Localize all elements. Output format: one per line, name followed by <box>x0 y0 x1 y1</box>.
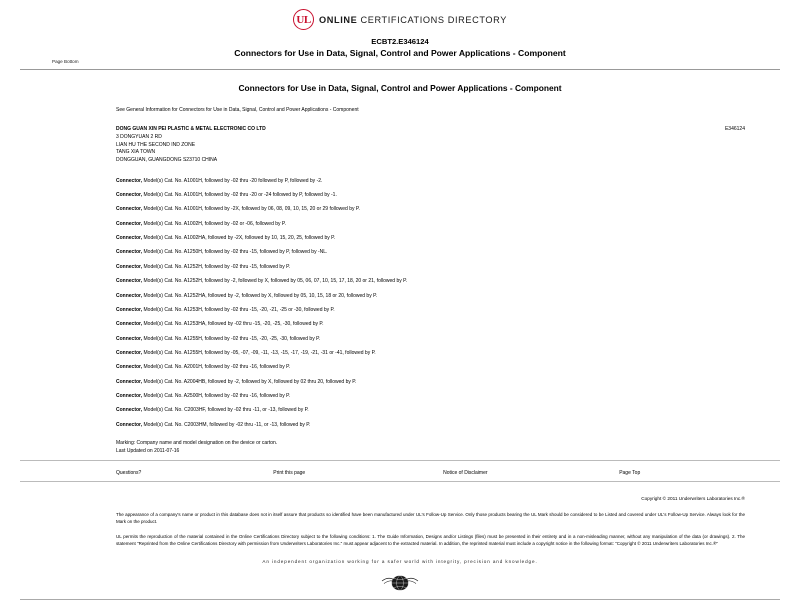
nav-page-top-link[interactable]: Page Top <box>619 470 641 477</box>
listing-text: Model(s) Cat. No. A1002H, followed by -02 or -06, followed by P. <box>142 220 286 227</box>
list-item <box>116 336 745 343</box>
listing-text: Model(s) Cat. No. A2004HB, followed by -2, followed by X, followed by 02 thru 20, followed by P. <box>142 378 357 385</box>
list-item <box>116 249 745 256</box>
listing-text: Model(s) Cat. No. C2003HF, followed by -02 thru -11, or -13, followed by P. <box>142 407 309 414</box>
listing-text: Model(s) Cat. No. A1252HA, followed by -2, followed by X, followed by 05, 10, 15, 18 or 20, followed by P. <box>142 292 378 299</box>
listing-label: Connector, <box>116 249 143 256</box>
listing-text: Model(s) Cat. No. A1002HA, followed by -2X, followed by 10, 15, 20, 25, followed by P. <box>142 235 336 242</box>
page-title: Connectors for Use in Data, Signal, Control and Power Applications - Component <box>234 48 566 58</box>
nav-notice-of-disclaimer-link[interactable]: Notice of Disclaimer <box>443 470 488 477</box>
listing-text: Model(s) Cat. No. A1253HA, followed by -02 thru -15, -20, -25, -30, followed by P. <box>142 321 324 328</box>
list-item <box>116 321 745 328</box>
footer-tagline: An independent organization working for a safer world with integrity, precision and knowledge. <box>262 559 538 565</box>
file-number-heading: ECBT2.E346124 <box>371 37 429 46</box>
list-item <box>116 221 745 228</box>
directory-title-bold: ONLINE <box>319 14 358 25</box>
company-address-line-2: LIAN HU THE SECOND IND ZONE <box>116 141 196 148</box>
listing-text: Model(s) Cat. No. A1255H, followed by -05, -07, -09, -11, -13, -15, -17, -19, -21, -31 or -41, followed by P. <box>142 349 376 356</box>
ul-logo-icon <box>293 9 314 30</box>
copyright-text: Copyright © 2011 Underwriters Laboratories Inc.® <box>641 496 745 502</box>
list-item <box>116 422 745 429</box>
legal-paragraph-2: UL permits the reproduction of the material contained in the Online Certifications Directory subject to the following conditions: 1. The Guide Information, Designs and/or Listings (files) must be presented in their entirety and in a non-misleading manner, without any manipulation of the data (or drawings). 2. The statement "Reprinted from the Online Certifications Directory with permission from Underwriters Laboratories Inc." must appear adjacent to the extracted material. In addition, the reprinted material must include a copyright notice in the following format: "Copyright © 2011 Underwriters Laboratories Inc.®" <box>116 533 745 546</box>
listing-label: Connector, <box>116 206 143 213</box>
listing-text: Model(s) Cat. No. A1001H, followed by -02 thru -20 followed by P, followed by -2. <box>142 177 323 184</box>
ul-logo-text: UL <box>296 13 311 26</box>
see-general-information-link[interactable]: See General Information for Connectors for Use in Data, Signal, Control and Power Applications - Component <box>116 107 359 113</box>
footer-nav <box>116 470 745 476</box>
list-item <box>116 379 745 386</box>
company-file-number: E346124 <box>724 126 745 132</box>
nav-divider-top <box>20 460 780 461</box>
listing-label: Connector, <box>116 349 143 356</box>
page-bottom-link[interactable]: Page Bottom <box>52 59 79 64</box>
directory-title <box>319 15 507 25</box>
globe-logo-wrap <box>0 568 800 592</box>
listing-label: Connector, <box>116 392 143 399</box>
list-item <box>116 393 745 400</box>
listing-text: Model(s) Cat. No. A1252H, followed by -2, followed by X, followed by 05, 06, 07, 10, 15, 17, 18, 20 or 21, followed by P. <box>142 278 408 285</box>
listing-label: Connector, <box>116 407 143 414</box>
section-title: Connectors for Use in Data, Signal, Control and Power Applications - Component <box>238 83 562 93</box>
list-item <box>116 178 745 185</box>
legal-text <box>116 512 745 547</box>
list-item <box>116 364 745 371</box>
company-block <box>116 126 745 165</box>
legal-paragraph-1: The appearance of a company's name or product in this database does not in itself assure that products so identified have been manufactured under UL's Follow-Up Service. Only those products bearing the UL Mark should be considered to be Listed and covered under UL's Follow-Up Service. Always look for the Mark on the product. <box>116 512 745 525</box>
listing-text: Model(s) Cat. No. A1253H, followed by -02 thru -15, -20, -21, -25 or -30, followed by P. <box>142 306 335 313</box>
listing-label: Connector, <box>116 263 143 270</box>
list-item <box>116 235 745 242</box>
marking-block <box>116 440 745 455</box>
nav-divider-bottom <box>20 481 780 482</box>
list-item <box>116 407 745 414</box>
listing-label: Connector, <box>116 306 143 313</box>
company-address-line-3: TANG XIA TOWN <box>116 149 156 156</box>
listings-list <box>116 178 745 429</box>
list-item <box>116 206 745 213</box>
list-item <box>116 350 745 357</box>
list-item <box>116 278 745 285</box>
company-address-line-1: 3 DONGYUAN 2 RD <box>116 133 162 140</box>
directory-title-rest: CERTIFICATIONS DIRECTORY <box>357 14 507 25</box>
listing-text: Model(s) Cat. No. A2500H, followed by -02 thru -16, followed by P. <box>142 392 291 399</box>
list-item <box>116 192 745 199</box>
listing-text: Model(s) Cat. No. A1252H, followed by -02 thru -15, followed by P. <box>142 263 291 270</box>
company-name: DONG GUAN XIN PEI PLASTIC & METAL ELECTRONIC CO LTD <box>116 126 266 132</box>
listing-text: Model(s) Cat. No. A1250H, followed by -02 thru -15, followed by P, followed by -NL. <box>142 249 328 256</box>
nav-questions-link[interactable]: Questions? <box>116 470 142 477</box>
footer-divider <box>20 599 780 600</box>
listing-label: Connector, <box>116 292 143 299</box>
listing-text: Model(s) Cat. No. A2001H, followed by -02 thru -16, followed by P. <box>142 364 291 371</box>
list-item <box>116 293 745 300</box>
listing-label: Connector, <box>116 177 143 184</box>
listing-label: Connector, <box>116 278 143 285</box>
marking-text: Marking: Company name and model designation on the device or carton. <box>116 440 278 447</box>
listing-text: Model(s) Cat. No. A1001H, followed by -2X, followed by 06, 08, 09, 10, 15, 20 or 29 followed by P. <box>142 206 360 213</box>
listing-text: Model(s) Cat. No. C2003HM, followed by -02 thru -11, or -13, followed by P. <box>142 421 311 428</box>
list-item <box>116 307 745 314</box>
listing-label: Connector, <box>116 364 143 371</box>
globe-icon <box>377 568 423 592</box>
listing-label: Connector, <box>116 335 143 342</box>
header-divider <box>20 69 780 70</box>
listing-label: Connector, <box>116 192 143 199</box>
listing-text: Model(s) Cat. No. A1255H, followed by -02 thru -15, -20, -25, -30, followed by P. <box>142 335 321 342</box>
listing-label: Connector, <box>116 421 143 428</box>
listing-label: Connector, <box>116 378 143 385</box>
last-updated-text: Last Updated on 2011-07-16 <box>116 447 180 454</box>
listing-label: Connector, <box>116 321 143 328</box>
content-body <box>116 107 745 455</box>
listing-label: Connector, <box>116 220 143 227</box>
page-header <box>0 0 800 30</box>
listing-text: Model(s) Cat. No. A1001H, followed by -02 thru -20 or -24 followed by P, followed by -1. <box>142 192 337 199</box>
company-address-line-4: DONGGUAN, GUANGDONG S23710 CHINA <box>116 157 218 163</box>
list-item <box>116 264 745 271</box>
nav-print-link[interactable]: Print this page <box>273 470 306 477</box>
listing-label: Connector, <box>116 235 143 242</box>
